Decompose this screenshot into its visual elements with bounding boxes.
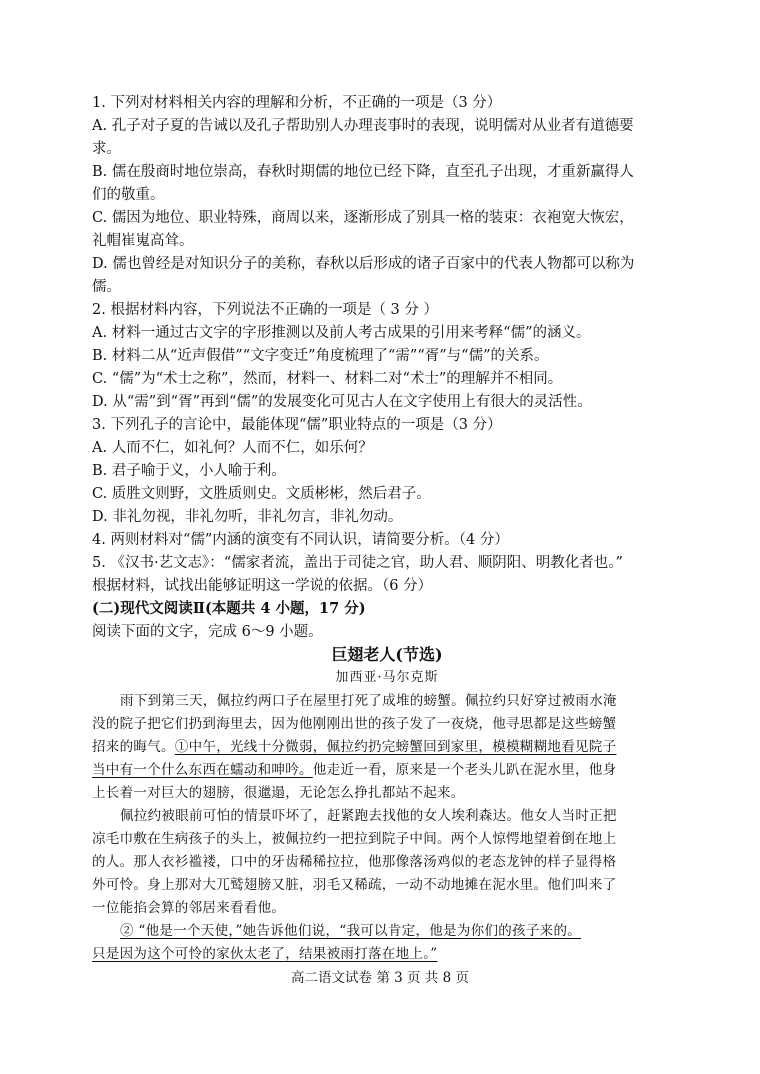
q1-option-c-cont: 礼帽崔嵬高耸。 xyxy=(92,233,194,249)
q1-option-b-cont: 们的敬重。 xyxy=(92,187,165,203)
story-author: 加西亚·马尔克斯 xyxy=(335,670,439,685)
q3-option-d: D. 非礼勿视，非礼勿听，非礼勿言，非礼勿动。 xyxy=(92,509,403,525)
q2-stem: 2. 根据材料内容，下列说法不正确的一项是（ 3 分 ） xyxy=(92,302,438,318)
underlined-sentence-1: ①中午，光线十分微弱，佩拉约扔完螃蟹回到家里，模模糊糊地看见院子 xyxy=(174,739,617,755)
q1-stem: 1. 下列对材料相关内容的理解和分析，不正确的一项是（3 分） xyxy=(92,95,502,111)
q2-option-a: A. 材料一通过古文字的字形推测以及前人考古成果的引用来考释“儒”的涵义。 xyxy=(92,325,591,341)
q5-stem: 5. 《汉书·艺文志》：“儒家者流，盖出于司徒之官，助人君、顺阴阳、明教化者也。” xyxy=(92,555,623,571)
q2-option-c: C. “儒”为“术士之称”，然而，材料一、材料二对“术士”的理解并不相同。 xyxy=(92,371,563,387)
story-p1-line4-plain: 他走近一看，原来是一个老头儿趴在泥水里，他身 xyxy=(312,762,617,778)
q1-option-a-cont: 求。 xyxy=(92,141,121,157)
underlined-sentence-2: ② “他是一个天使，”她告诉他们说，“我可以肯定，他是为你们的孩子来的。 xyxy=(120,923,582,939)
story-p1-line1: 雨下到第三天，佩拉约两口子在屋里打死了成堆的螃蟹。佩拉约只好穿过被雨水淹 xyxy=(120,693,617,709)
story-p1-line2: 没的院子把它们扔到海里去，因为他刚刚出世的孩子发了一夜烧，他寻思都是这些螃蟹 xyxy=(92,716,617,732)
story-p2-line4: 外可怜。身上那对大兀鹫翅膀又脏，羽毛又稀疏，一动不动地摊在泥水里。他们叫来了 xyxy=(92,877,617,893)
q3-stem: 3. 下列孔子的言论中，最能体现“儒”职业特点的一项是（3 分） xyxy=(92,417,502,433)
page-footer: 高二语文试卷 第 3 页 共 8 页 xyxy=(291,970,469,986)
section-instruction: 阅读下面的文字，完成 6～9 小题。 xyxy=(92,624,323,640)
q3-option-c: C. 质胜文则野，文胜质则史。文质彬彬，然后君子。 xyxy=(92,486,431,502)
q1-option-c: C. 儒因为地位、职业特殊，商周以来，逐渐形成了别具一格的装束：衣袍宽大恢宏， xyxy=(92,210,634,226)
story-p2-line1: 佩拉约被眼前可怕的情景吓坏了，赶紧跑去找他的女人埃利森达。他女人当时正把 xyxy=(120,808,617,824)
story-title: 巨翅老人(节选) xyxy=(331,645,443,664)
story-p2-line3: 的人。那人衣衫褴褛，口中的牙齿稀稀拉拉，他那像落汤鸡似的老态龙钟的样子显得格 xyxy=(92,854,617,870)
story-p2-line5: 一位能掐会算的邻居来看看他。 xyxy=(92,900,286,916)
q3-option-b: B. 君子喻于义，小人喻于利。 xyxy=(92,463,286,479)
story-p1-line5: 上长着一对巨大的翅膀，很邋遢，无论怎么挣扎都站不起来。 xyxy=(92,785,465,801)
q1-option-a: A. 孔子对子夏的告诫以及孔子帮助别人办理丧事时的表现，说明儒对从业者有道德要 xyxy=(92,118,634,134)
story-p1-line3 xyxy=(92,737,682,757)
q1-option-d-cont: 儒。 xyxy=(92,279,121,295)
q2-option-d: D. 从“需”到“胥”再到“儒”的发展变化可见古人在文字使用上有很大的灵活性。 xyxy=(92,394,592,410)
underlined-sentence-2-cont: 只是因为这个可怜的家伙太老了，结果被雨打落在地上。” xyxy=(92,946,438,962)
q2-option-b: B. 材料二从“近声假借”“文字变迁”角度梳理了“需”“胥”与“儒”的关系。 xyxy=(92,348,549,364)
q5-stem-cont: 根据材料，试找出能够证明这一学说的依据。（6 分） xyxy=(92,578,433,594)
story-p1-line3-plain: 招来的晦气。 xyxy=(92,739,175,755)
q4-stem: 4. 两则材料对“儒”内涵的演变有不同认识，请简要分析。（4 分） xyxy=(92,532,509,548)
story-p1-line4 xyxy=(92,760,682,780)
q1-option-b: B. 儒在殷商时地位崇高，春秋时期儒的地位已经下降，直至孔子出现，才重新赢得人 xyxy=(92,164,634,180)
underlined-sentence-1-cont: 当中有一个什么东西在蠕动和呻吟。 xyxy=(92,762,313,778)
story-p2-line2: 凉毛巾敷在生病孩子的头上，被佩拉约一把拉到院子中间。两个人惊愕地望着倒在地上 xyxy=(92,831,617,847)
q3-option-a: A. 人而不仁，如礼何？人而不仁，如乐何？ xyxy=(92,440,373,456)
section-heading: (二)现代文阅读Ⅱ(本题共 4 小题，17 分) xyxy=(92,600,366,617)
q1-option-d: D. 儒也曾经是对知识分子的美称，春秋以后形成的诸子百家中的代表人物都可以称为 xyxy=(92,256,635,272)
